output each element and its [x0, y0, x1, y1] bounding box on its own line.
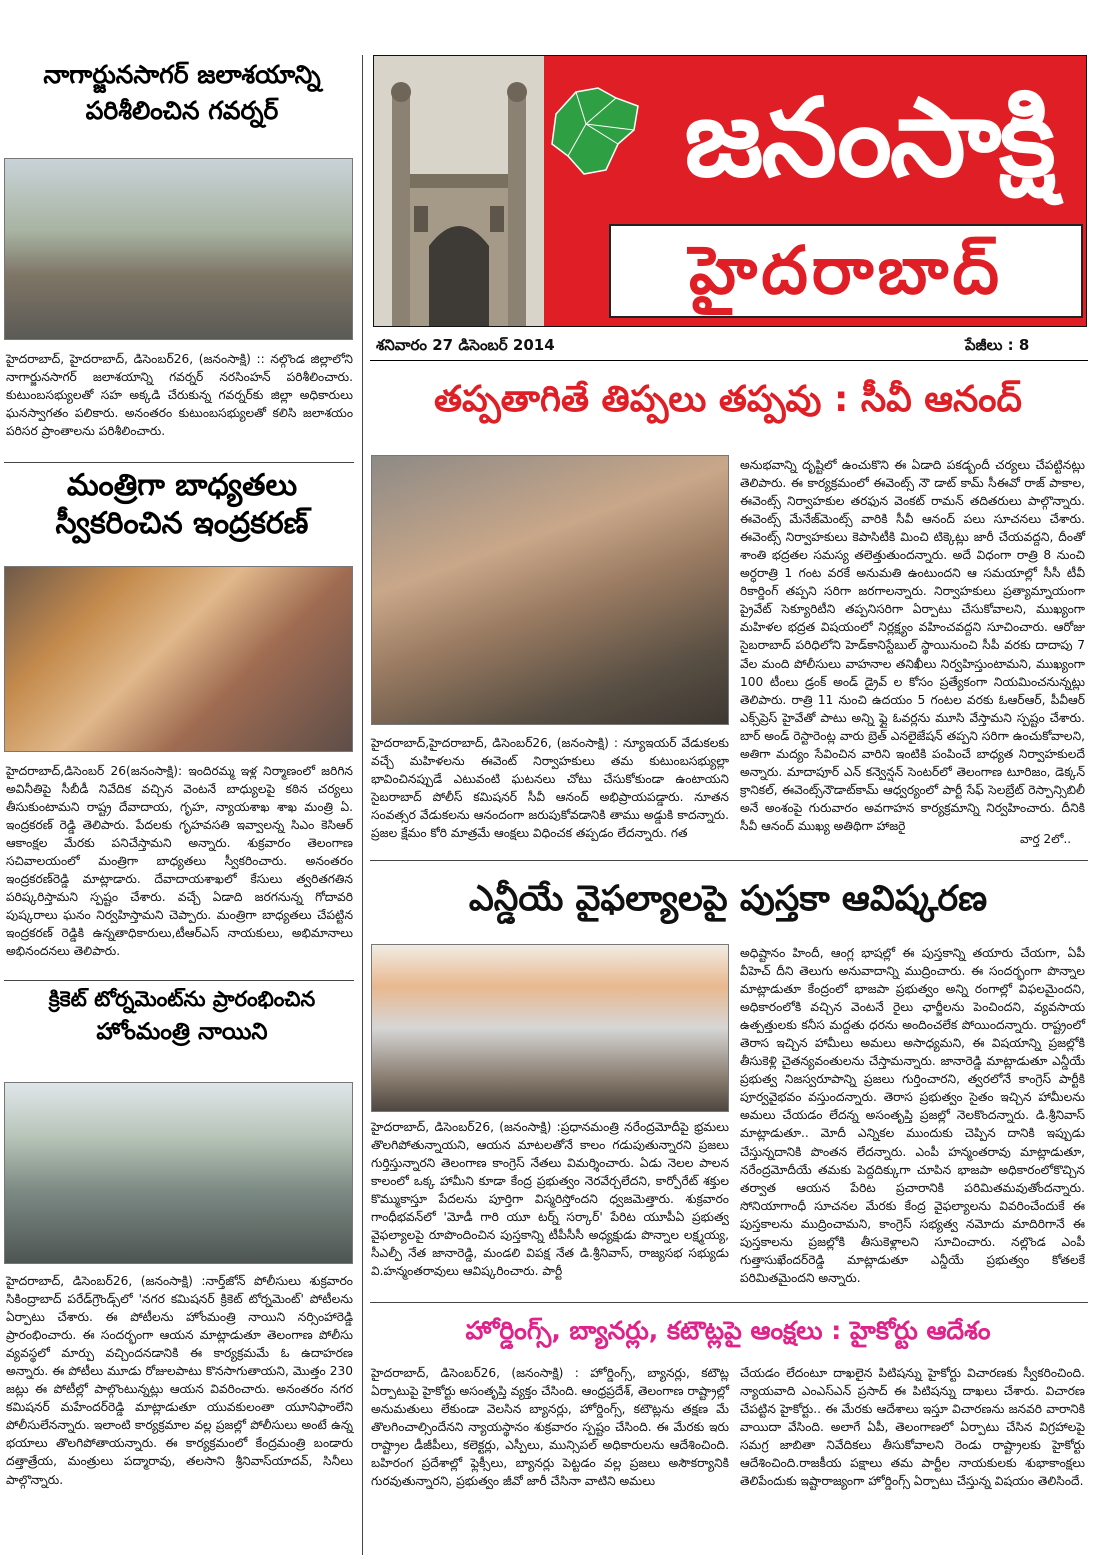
story2-headline-line2: స్వీకరించిన ఇంద్రకరణ్ [55, 505, 309, 541]
book-release-photo [371, 944, 729, 1112]
cricket-photo [4, 1082, 353, 1264]
story3-headline [6, 988, 358, 1044]
story3-body: హైదరాబాద్, డిసెంబర్26, (జనంసాక్షి) :నార్త్‌జోన్ పోలీసులు శుక్రవారం సికింద్రాబాద్ పరేడ్‌గ్రౌండ్స్‌లో 'నగర కమిషనర్ క్రికెట్ టోర్నమెంట్' పోటీలను ఏర్పాటు చేశారు. ఈ పోటీలను హోంమంత్రి నాయిని నర్సింహారెడ్డి ప్రారంభించారు. ఈ సందర్భంగా ఆయన మాట్లాడుతూ తెలంగాణ పోలీసు వ్యవస్థలో మార్పు వచ్చిందనడానికి ఈ కార్యక్రమమే ఓ ఉదాహరణ అన్నారు. ఈ పోటీలు మూడు రోజులపాటు కొనసాగుతాయని, మొత్తం 230 జట్లు ఈ పోటీల్లో పాల్గొంటున్నట్లు ఆయన వివరించారు. అనంతరం నగర కమిషనర్ మహేందర్‌రెడ్డి మాట్లాడుతూ యువకులంతా యూనిఫాంలేని పోలీసులేనన్నారు. ఇలాంటి కార్యక్రమాల వల్ల ప్రజల్లో పోలీసులు అంటే ఉన్న భయాలు తొలగిపోతాయన్నారు. ఈ కార్యక్రమంలో కేంద్రమంత్రి బండారు దత్తాత్రేయ, మంత్రులు పద్మారావు, తలసాని శ్రీనివాస్‌యాదవ్, సినీలు పాల్గొన్నారు. [6, 1274, 353, 1487]
divider [4, 462, 354, 463]
lead-body: అనుభవాన్ని దృష్టిలో ఉంచుకొని ఈ ఏడాది పకడ్బందీ చర్యలు చేపట్టినట్లు తెలిపారు. ఈ కార్యక్రమంలో ఈవెంట్స్ నౌ డాట్ కామ్ సీఈవో రాజ్ పాకాల, ఈవెంట్స్ నిర్వాహకుల తరఫున వెంకట్ రామన్ తదితరులు పాల్గొన్నారు. ఈవెంట్స్ మేనేజ్‌మెంట్స్ వారికి సీవీ ఆనంద్ పలు సూచనలు చేశారు. ఈవెంట్స్ నిర్వాహకులు కెపాసిటీకి మించి టిక్కెట్లు జారీ చేయవద్దని, దీంతో శాంతి భద్రతల సమస్య తలెత్తుతుందన్నారు. అదే విధంగా రాత్రి 8 నుంచి అర్ధరాత్రి 1 గంట వరకే అనుమతి ఉంటుందని ఆ సమయాల్లో సీసీ టీవీ రికార్డింగ్ తప్పని సరిగా జరగాలన్నారు. నిర్వాహకులు ప్రత్యామ్నాయంగా ప్రైవేట్ సెక్యూరిటీని తప్పనిసరిగా ఏర్పాటు చేసుకోవాలని, ముఖ్యంగా మహిళల భద్రత విషయంలో నిర్లక్ష్యం వహించవద్దని సూచించారు. ఆరోజు సైబరాబాద్ పరిధిలోని హెడ్‌కానిస్టేబుల్ స్థాయినుంచి సీపీ వరకు దాదాపు 7 వేల మంది పోలీసులు వాహనాల తనిఖీలు నిర్వహిస్తుంటామని, ముఖ్యంగా 100 టీంలు డ్రంక్ అండ్ డ్రైవ్ ల కోసం ప్రత్యేకంగా నియమించనున్నట్లు తెలిపారు. రాత్రి 11 నుంచి ఉదయం 5 గంటల వరకు ఓఆర్ఆర్, పీవీఆర్ ఎక్స్‌ప్రెస్ హైవేతో పాటు అన్ని ఫ్లై ఓవర్లను మూసి వేస్తామని స్పష్టం చేశారు. బార్ అండ్ రెస్టారెంట్ల వారు బ్రెత్ ఎనలైజేషన్ తప్పని సరిగా ఉంచుకోవాలని, అతిగా మద్యం సేవించిన వారిని ఇంటికి పంపించే బాధ్యత నిర్వాహకులదే అన్నారు. మాదాపూర్ ఎన్ కన్వెన్షన్ సెంటర్‌లో తెలంగాణ టూరిజం, డెక్కన్ క్రానికల్, ఈవెంట్స్‌నౌడాట్‌కామ్ ఆధ్వర్యంలో పార్టీ సేఫ్ సెలబ్రేట్ రెస్పాన్సిబిలీ అనే అంశంపై గురువారం అవగాహన కార్యక్రమాన్ని నిర్వహించారు. దీనికి సీవీ ఆనంద్ ముఖ్య అతిథిగా హాజరై [740, 458, 1085, 833]
indrakaran-photo [4, 566, 353, 752]
column-divider [362, 55, 363, 1555]
book-caption-body: హైదరాబాద్, డిసెంబర్26, (జనంసాక్షి) :ప్రధానమంత్రి నరేంద్రమోదీపై భ్రమలు తొలగిపోతున్నాయని, ఆయన మాటలతోనే కాలం గడుపుతున్నారని ప్రజలు గుర్తిస్తున్నారని తెలంగాణ కాంగ్రెస్ నేతలు విమర్శించారు. ఏడు నెలల పాలన కాలంలో ఒక్క హామీని కూడా కేంద్ర ప్రభుత్వం నెరవేర్చలేదని, కార్పోరేట్ శక్తుల కొమ్ముకాస్తూ పేదలను పూర్తిగా విస్మరిస్తోందని ధ్వజమెత్తారు. శుక్రవారం గాంధీభవన్‌లో 'మోడీ గారి యూ టర్న్ సర్కార్' పేరిట యూపీఏ ప్రభుత్వ వైఫల్యాలపై రూపొందించిన పుస్తకాన్ని టీపీసీసీ అధ్యక్షుడు పొన్నాల లక్ష్మయ్య, సీఎల్పీ నేత జానారెడ్డి, మండలి విపక్ష నేత డి.శ్రీనివాస్, రాజ్యసభ సభ్యుడు వి.హన్మంతరావులు ఆవిష్కరించారు. పార్టీ [371, 1120, 729, 1279]
story1-headline [6, 62, 358, 125]
hoardings-body-left: హైదరాబాద్, డిసెంబర్26, (జనంసాక్షి) : హోర్డింగ్స్, బ్యానర్లు, కటౌట్ల ఏర్పాటుపై హైకోర్టు అసంతృప్తి వ్యక్తం చేసింది. ఆంధ్రప్రదేశ్, తెలంగాణ రాష్ట్రాల్లో అనుమతులు లేకుండా వెలసిన బ్యానర్లు, హోర్డింగ్స్, కటౌట్లను తక్షణ మే తొలగించాల్సిందేనని న్యాయస్థానం శుక్రవారం స్పష్టం చేసింది. ఈ మేరకు ఇరు రాష్ట్రాల డీజీపీలు, కలెక్టర్లు, ఎస్పీలు, మున్సిపల్ అధికారులను ఆదేశించింది. బహిరంగ ప్రదేశాల్లో ఫ్లెక్సీలు, బ్యానర్లు పెట్టడం వల్ల ప్రజలు అసౌకర్యానికి గురవుతున్నారని, ప్రభుత్వం జీవో జారీ చేసినా వాటిని అమలు [371, 1366, 729, 1489]
divider [370, 860, 1088, 861]
divider [4, 980, 354, 981]
masthead-rule [370, 360, 1088, 361]
paper-name: జనంసాక్షి [684, 75, 1054, 201]
book-body: అధిష్టానం హిందీ, ఆంగ్ల భాషల్లో ఈ పుస్తకాన్ని తయారు చేయగా, ఏపీ వీహెచ్ దీని తెలుగు అనువాదాన్ని ముద్రించారు. ఈ సందర్భంగా పొన్నాల మాట్లాడుతూ కేంద్రంలో భాజపా ప్రభుత్వం అన్ని రంగాల్లో విఫలమైందని, అధికారంలోకి వచ్చిన వెంటనే రైలు ఛార్జీలను పెంచిందని, వ్యవసాయ ఉత్పత్తులకు కనీస మద్దతు ధరను అందించలేక పోయిందన్నారు. రాష్ట్రంలో తెరాస ఇచ్చిన హామీలు అమలు అసాధ్యమని, ఈ విషయాన్ని ప్రజల్లోకి తీసుకెళ్లి చైతన్యవంతులను చేస్తామన్నారు. జానారెడ్డి మాట్లాడుతూ ఎన్డీయే ప్రభుత్వ నిజస్వరూపాన్ని ప్రజలు గుర్తించారని, త్వరలోనే కాంగ్రెస్ పార్టీకి పూర్వవైభవం వస్తుందన్నారు. తెరాస ప్రభుత్వం సైతం ఇచ్చిన హామీలను అమలు చేయడం లేదన్న అసంతృప్తి ప్రజల్లో నెలకొందన్నారు. డి.శ్రీనివాస్ మాట్లాడుతూ.. మోదీ ఎన్నికల ముందుకు చెప్పిన దానికి ఇప్పుడు చేస్తున్నదానికి పొంతన లేదన్నారు. ఎంపీ హన్మంతరావు మాట్లాడుతూ, నరేంద్రమోదీయే తమకు పెద్దదిక్కుగా చూపిన భాజపా అధికారంలోకొచ్చిన తర్వాత ఆయన పేరిట ప్రచారానికి పరిమితమవుతోందన్నారు. సోనియాగాంధీ సూచనల మేరకు కేంద్ర వైఫల్యాలను వివరించేందుకే ఈ పుస్తకాలను ముద్రించామని, కాంగ్రెస్ సభ్యత్వ నమోదు మాదిరిగానే ఈ పుస్తకాలను ప్రజల్లోకి తీసుకెళ్లాలని సూచించారు. నల్లొండ ఎంపీ గుత్తాసుఖేందర్‌రెడ్డి మాట్లాడుతూ ఎన్డీయే ప్రభుత్వం కోతలకే పరిమితమైందని అన్నారు. [740, 946, 1085, 1285]
story1-body: హైదరాబాద్, హైదరాబాద్, డిసెంబర్26, (జనంసాక్షి) :: నల్గొండ జిల్లాలోని నాగార్జునసాగర్ జలాశయాన్ని గవర్నర్ నరసింహన్ పరిశీలించారు. కుటుంబసభ్యులతో సహ అక్కడి చేరుకున్న గవర్నర్‌కు జిల్లా అధికారులు ఘనస్వాగతం పలికారు. అనంతరం కుటుంబసభ్యులతో కలిసి జలాశయం పరిసర ప్రాంతాలను పరిశీలించారు. [6, 352, 353, 439]
story1-headline-line1: నాగార్జునసాగర్ జలాశయాన్ని [43, 60, 321, 89]
story2-headline [6, 470, 358, 539]
story1-headline-line2: పరిశీలించిన గవర్నర్ [85, 96, 279, 126]
story3-headline-line2: హోంమంత్రి నాయిని [96, 1019, 268, 1046]
story2-body: హైదరాబాద్,డిసెంబర్ 26(జనంసాక్షి): ఇందిరమ్మ ఇళ్ల నిర్మాణంలో జరిగిన అవినీతిపై సీబీడీ నివేదిక వచ్చిన వెంటనే బాధ్యులపై కఠిన చర్యలు తీసుకుంటామని రాష్ట్ర దేవాదాయ, గృహ, న్యాయశాఖ శాఖ మంత్రి ఏ. ఇంద్రకరణ్ రెడ్డి తెలిపారు. పేదలకు గృహవసతి ఇవ్వాలన్న సిఎం కెసిఆర్ ఆకాంక్షల మేరకు పనిచేస్తామని అన్నారు. శుక్రవారం తెలంగాణ సచివాలయంలో మంత్రిగా బాధ్యతలు స్వీకరించారు. అనంతరం ఇంద్రకరణ్‌రెడ్డి మాట్లాడారు. దేవాదాయశాఖలో కేసులు త్వరితగతిన పరిష్కరిస్తామని స్పష్టం చేశారు. వచ్చే ఏడాది జరగనున్న గోదావరి పుష్కరాలు ఘనం నిర్వహిస్తామని చెప్పారు. మంత్రిగా బాధ్యతలు చేపట్టిన ఇంద్రకరణ్ రెడ్డికి ఉన్నతాధికారులు,టీఆర్‌ఎస్ నాయకులు, అభిమానాలు అభినందనలు తెలిపారు. [6, 764, 353, 959]
continued-note: వార్త 2లో.. [1020, 832, 1072, 846]
story3-headline-line1: క్రికెట్ టోర్నమెంట్‌ను ప్రారంభించిన [48, 987, 316, 1011]
page-number: పేజీలు : 8 [965, 336, 1030, 354]
book-headline: ఎన్డీయే వైఫల్యాలపై పుస్తకా ఆవిష్కరణ [468, 879, 988, 919]
city-name: హైదరాబాద్ [689, 232, 1003, 309]
hoardings-headline: హోర్డింగ్స్, బ్యానర్లు, కటౌట్లపై ఆంక్షలు : హైకోర్టు ఆదేశం [465, 1316, 991, 1345]
story2-headline-line1: మంత్రిగా బాధ్యతలు [66, 468, 298, 503]
divider [370, 1302, 1088, 1303]
governor-photo [4, 158, 353, 340]
charminar-image [374, 56, 544, 326]
lead-caption-body: హైదరాబాద్,హైదరాబాద్, డిసెంబర్26, (జనంసాక్షి) : న్యూఇయర్ వేడుకలకు వచ్చే మహిళలను ఈవెంట్ నిర్వాహకులు తమ కుటుంబసభ్యుల్లా భావించినప్పుడే ఎటువంటి ఘటనలు చోటు చేసుకోకుండా ఉంటాయని సైబరాబాద్ పోలీస్ కమిషనర్ సీవీ ఆనంద్ అభిప్రాయపడ్డారు. నూతన సంవత్సర వేడుకలను ఆనందంగా జరుపుకోవడానికి తాము అడ్డుకి కాదన్నారు. ప్రజల క్షేమం కోరి మాత్రమే ఆంక్షలు విధించక తప్పడం లేదన్నారు. గత [371, 736, 729, 841]
cv-anand-photo [371, 455, 729, 725]
issue-date: శనివారం 27 డిసెంబర్ 2014 [376, 336, 555, 354]
lead-headline: తప్పతాగితే తిప్పలు తప్పవు : సీవీ ఆనంద్ [434, 379, 1022, 420]
masthead [373, 55, 1087, 327]
telangana-map-icon [546, 84, 644, 179]
hoardings-body-right: చేయడం లేదంటూ దాఖలైన పిటిషన్ను హైకోర్టు విచారణకు స్వీకరించింది. న్యాయవాది ఎంఎస్ఎన్ ప్రసాద్ ఈ పిటిషన్ను దాఖలు చేశారు. విచారణ చేపట్టిన హైకోర్టు.. ఈ మేరకు ఆదేశాలు ఇస్తూ విచారణను జనవరి వారానికి వాయిదా వేసింది. అలాగే ఏపీ, తెలంగాణలో ఏర్పాటు చేసిన విగ్రహాలపై సమగ్ర జాబితా నివేదికలు తీసుకోవాలని రెండు రాష్ట్రాలకు హైకోర్టు ఆదేశించింది.రాజకీయ పక్షాలు తమ పార్టీల నాయకులకు శుభాకాంక్షలు తెలిపేందుకు ఇష్టారాజ్యంగా హోర్డింగ్స్ ఏర్పాటు చేస్తున్న విషయం తెలిసిందే. [740, 1366, 1085, 1489]
city-strip [609, 224, 1083, 318]
charminar-icon [374, 56, 544, 326]
